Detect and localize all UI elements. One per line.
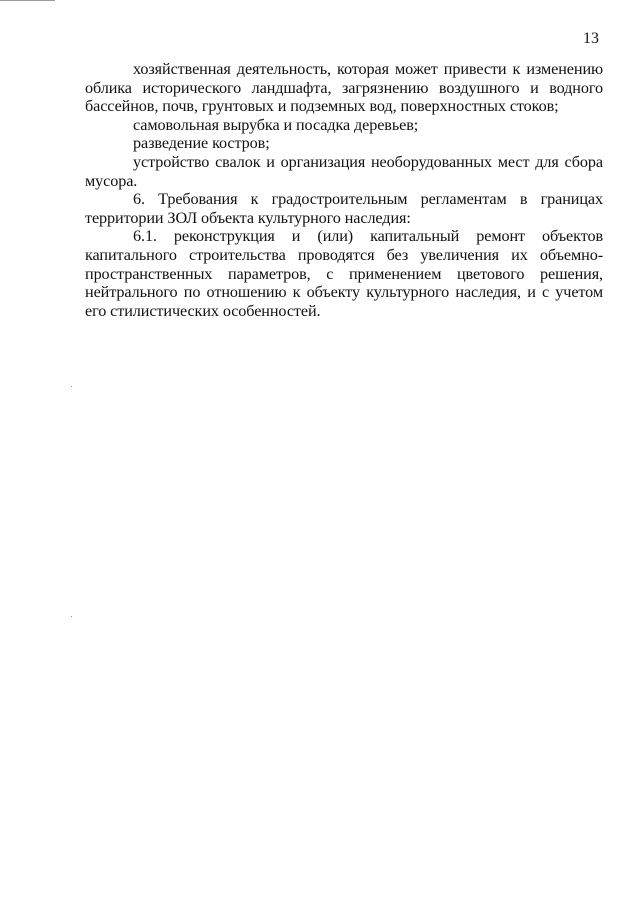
paragraph-tree-cutting: самовольная вырубка и посадка деревьев;	[133, 115, 419, 134]
scan-edge-mark	[27, 0, 35, 1]
document-body	[85, 60, 603, 320]
paragraph-dumps: устройство свалок и организация необорудованных мест для сбора мусора.	[85, 152, 603, 190]
paragraph-activity-restriction: хозяйственная деятельность, которая может привести к изменению облика исторического ландшафта, загрязнению воздушного и водного бассейнов, почв, грунтовых и подземных вод, поверхностных стоков;	[85, 60, 603, 116]
scan-speck	[71, 616, 72, 617]
paragraph-section-6-heading: 6. Требования к градостроительным регламентам в границах территории ЗОЛ объекта культурного наследия:	[85, 190, 603, 227]
paragraph-campfires: разведение костров;	[133, 134, 270, 153]
scan-speck	[71, 386, 72, 387]
paragraph-section-6-1: 6.1. реконструкция и (или) капитальный ремонт объектов капитального строительства проводятся без увеличения их объемно-пространственных параметров, с применением цветового решения, нейтрального по отношению к объекту культурного наследия, и с учетом его стилистических особенностей.	[85, 227, 603, 320]
page-number: 13	[583, 30, 599, 47]
